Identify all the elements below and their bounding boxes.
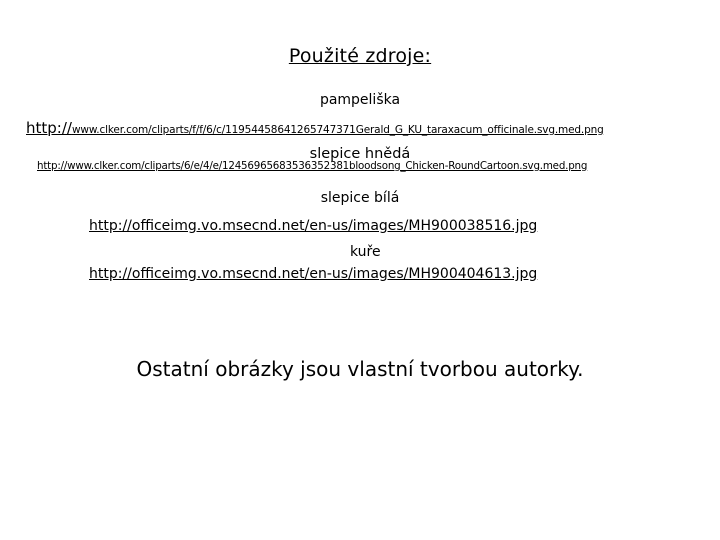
footer-note: Ostatní obrázky jsou vlastní tvorbou autorky.: [136, 357, 584, 381]
source-link-kure[interactable]: http://officeimg.vo.msecnd.net/en-us/images/MH900404613.jpg: [89, 266, 538, 282]
source-label-slepice-bila: slepice bílá: [320, 190, 400, 206]
source-link-slepice-hneda[interactable]: http://www.clker.com/cliparts/6/e/4/e/12456965683536352381bloodsong_Chicken-RoundCartoon.svg.med.png: [37, 160, 588, 172]
source-link-slepice-bila[interactable]: http://officeimg.vo.msecnd.net/en-us/images/MH900038516.jpg: [89, 218, 538, 234]
source-link-pampeliska[interactable]: [26, 119, 604, 137]
link-path: www.clker.com/cliparts/f/f/6/c/11954458641265747371Gerald_G_KU_taraxacum_officinale.svg.med.png: [71, 124, 604, 136]
link-protocol: http://: [26, 119, 72, 137]
source-label-pampeliska: pampeliška: [319, 92, 401, 108]
source-label-kure: kuře: [350, 244, 381, 260]
source-label-slepice-hneda: slepice hnědá: [309, 146, 411, 162]
page-title: Použité zdroje:: [288, 45, 432, 67]
